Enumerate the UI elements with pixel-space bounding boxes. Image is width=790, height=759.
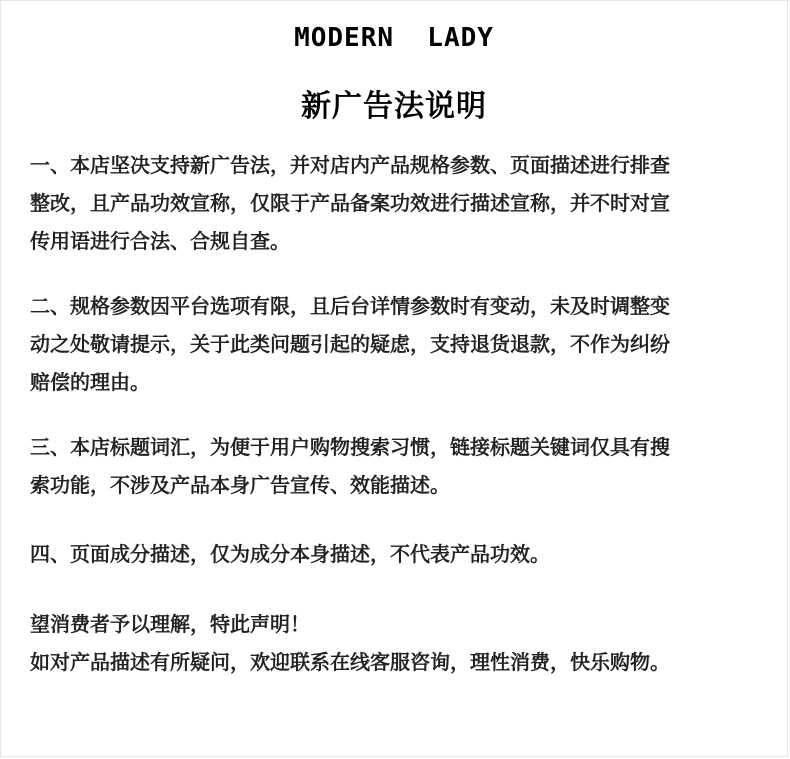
- paragraph-title-keywords: 三、本店标题词汇，为便于用户购物搜索习惯，链接标题关键词仅具有搜 索功能，不涉及产品本身广告宣传、效能描述。: [30, 435, 670, 497]
- paragraph-closing-statement: 望消费者予以理解，特此声明！ 如对产品描述有所疑问，欢迎联系在线客服咨询，理性消费，快乐购物。: [30, 612, 670, 674]
- paragraph-spec-parameters: 二、规格参数因平台选项有限，且后台详情参数时有变动，未及时调整变 动之处敬请提示，关于此类问题引起的疑虑，支持退货退款，不作为纠纷 赔偿的理由。: [30, 294, 670, 394]
- paragraph-ingredients: 四、页面成分描述，仅为成分本身描述，不代表产品功效。: [30, 542, 550, 566]
- page-heading: 新广告法说明: [301, 89, 487, 124]
- brand-title: MODERN LADY: [294, 23, 494, 53]
- paragraph-ad-law-support: 一、本店坚决支持新广告法，并对店内产品规格参数、页面描述进行排查 整改，且产品功效宣称，仅限于产品备案功效进行描述宣称，并不时对宣 传用语进行合法、合规自查。: [30, 153, 670, 253]
